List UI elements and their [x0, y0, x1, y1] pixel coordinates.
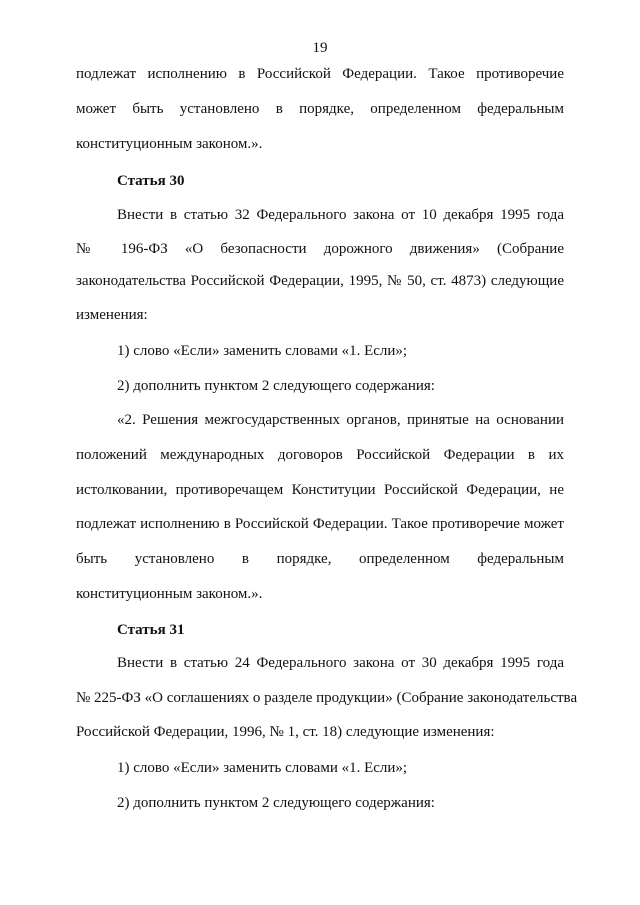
- paragraph-line: № 196-ФЗ «О безопасности дорожного движения» (Собрание: [76, 241, 564, 257]
- paragraph-line: может быть установлено в порядке, определенном федеральным: [76, 101, 564, 117]
- quote-line: подлежат исполнению в Российской Федерации. Такое противоречие может: [76, 516, 564, 532]
- paragraph-line: Внести в статью 24 Федерального закона от 30 декабря 1995 года: [117, 655, 564, 671]
- paragraph-line: Внести в статью 32 Федерального закона от 10 декабря 1995 года: [117, 207, 564, 223]
- list-item: 2) дополнить пунктом 2 следующего содержания:: [117, 378, 435, 394]
- list-item: 1) слово «Если» заменить словами «1. Если»;: [117, 760, 408, 776]
- paragraph-line: Российской Федерации, 1996, № 1, ст. 18) следующие изменения:: [76, 724, 495, 740]
- article-31-heading: Статья 31: [117, 622, 185, 638]
- list-item: 1) слово «Если» заменить словами «1. Если»;: [117, 343, 408, 359]
- paragraph-line: изменения:: [76, 307, 148, 323]
- quote-line: истолковании, противоречащем Конституции Российской Федерации, не: [76, 482, 564, 498]
- page-number: 19: [312, 40, 328, 56]
- quote-line: конституционным законом.».: [76, 586, 263, 602]
- paragraph-line: подлежат исполнению в Российской Федерации. Такое противоречие: [76, 66, 564, 82]
- quote-line: положений международных договоров Российской Федерации в их: [76, 447, 564, 463]
- paragraph-line: конституционным законом.».: [76, 136, 263, 152]
- list-item: 2) дополнить пунктом 2 следующего содержания:: [117, 795, 435, 811]
- paragraph-line: № 225-ФЗ «О соглашениях о разделе продукции» (Собрание законодательства: [76, 690, 578, 706]
- quote-line: быть установлено в порядке, определенном федеральным: [76, 551, 564, 567]
- paragraph-line: законодательства Российской Федерации, 1995, № 50, ст. 4873) следующие: [76, 273, 564, 289]
- quote-line: «2. Решения межгосударственных органов, принятые на основании: [117, 412, 564, 428]
- article-30-heading: Статья 30: [117, 173, 185, 189]
